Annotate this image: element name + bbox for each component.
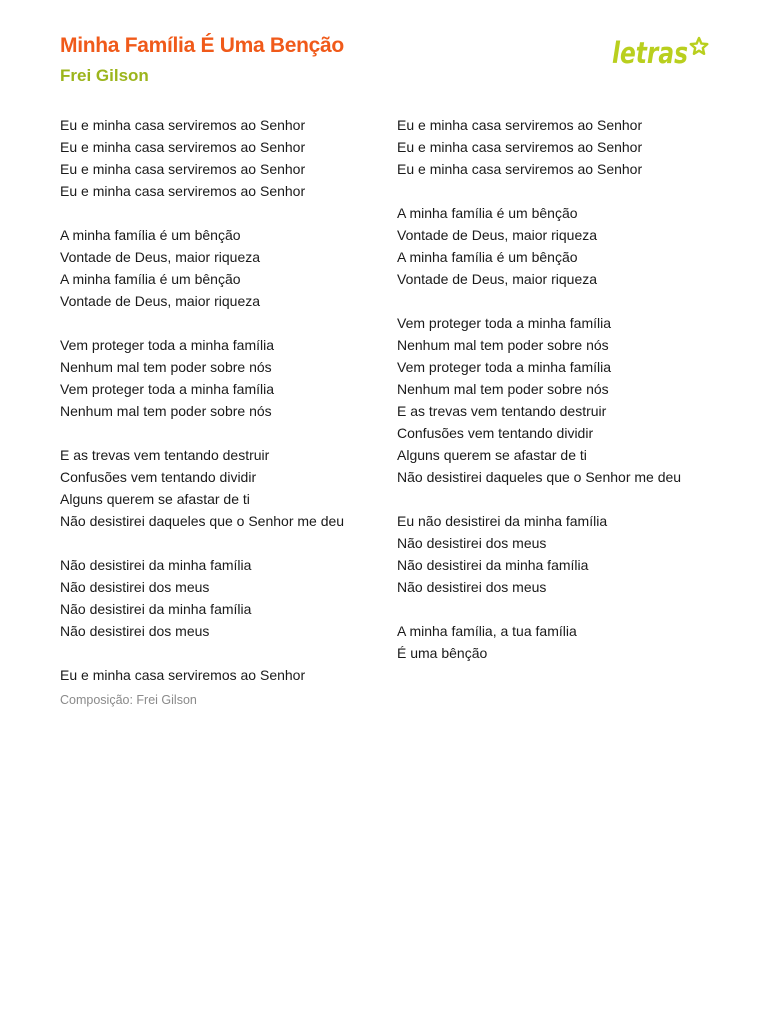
lyrics-column-left <box>60 114 380 708</box>
lyric-line: Eu e minha casa serviremos ao Senhor <box>397 117 643 133</box>
lyric-line: Confusões vem tentando dividir <box>397 425 594 441</box>
lyrics-stanza <box>60 554 380 642</box>
lyric-line: Eu não desistirei da minha família <box>397 513 608 529</box>
lyric-line: Não desistirei da minha família <box>397 557 589 573</box>
letras-logo[interactable] <box>610 28 710 72</box>
song-title: Minha Família É Uma Benção <box>60 34 344 57</box>
lyric-line: Alguns querem se afastar de ti <box>60 491 250 507</box>
lyric-line: E as trevas vem tentando destruir <box>397 403 607 419</box>
lyric-line: A minha família é um bênção <box>60 271 241 287</box>
lyric-line: Vontade de Deus, maior riqueza <box>60 249 261 265</box>
lyric-line: Não desistirei dos meus <box>60 623 210 639</box>
lyrics-stanza <box>60 444 380 532</box>
lyrics-stanza <box>397 510 737 598</box>
lyric-line: Eu e minha casa serviremos ao Senhor <box>397 139 643 155</box>
lyric-line: Nenhum mal tem poder sobre nós <box>397 381 609 397</box>
lyric-line: Nenhum mal tem poder sobre nós <box>60 403 272 419</box>
lyric-line: Alguns querem se afastar de ti <box>397 447 587 463</box>
lyric-line: Eu e minha casa serviremos ao Senhor <box>60 139 306 155</box>
lyric-line: A minha família, a tua família <box>397 623 577 639</box>
lyrics-stanza <box>60 334 380 422</box>
lyric-line: A minha família é um bênção <box>60 227 241 243</box>
lyric-line: Nenhum mal tem poder sobre nós <box>60 359 272 375</box>
lyrics-stanza <box>60 664 380 686</box>
logo-wordmark: letras <box>612 36 688 70</box>
lyric-line: Não desistirei da minha família <box>60 557 252 573</box>
lyric-line: Eu e minha casa serviremos ao Senhor <box>397 161 643 177</box>
lyric-line: Eu e minha casa serviremos ao Senhor <box>60 667 306 683</box>
lyric-line: Não desistirei dos meus <box>397 579 547 595</box>
lyric-line: A minha família é um bênção <box>397 249 578 265</box>
lyric-line: É uma bênção <box>397 645 488 661</box>
lyrics-stanza <box>397 114 737 180</box>
lyric-line: Não desistirei daqueles que o Senhor me deu <box>397 469 682 485</box>
lyrics-stanza <box>397 620 737 664</box>
lyric-line: A minha família é um bênção <box>397 205 578 221</box>
lyric-line: Eu e minha casa serviremos ao Senhor <box>60 183 306 199</box>
composer-credit: Composição: Frei Gilson <box>60 693 197 707</box>
lyric-line: Não desistirei daqueles que o Senhor me deu <box>60 513 345 529</box>
lyric-line: E as trevas vem tentando destruir <box>60 447 270 463</box>
lyric-line: Vem proteger toda a minha família <box>397 315 612 331</box>
lyrics-stanza <box>397 202 737 290</box>
lyric-line: Nenhum mal tem poder sobre nós <box>397 337 609 353</box>
artist-name[interactable]: Frei Gilson <box>60 66 149 85</box>
lyric-line: Vontade de Deus, maior riqueza <box>60 293 261 309</box>
lyric-line: Não desistirei dos meus <box>60 579 210 595</box>
lyrics-stanza <box>60 224 380 312</box>
lyric-line: Não desistirei dos meus <box>397 535 547 551</box>
lyric-line: Não desistirei da minha família <box>60 601 252 617</box>
star-icon <box>691 38 708 54</box>
lyrics-stanza <box>60 114 380 202</box>
lyric-line: Vontade de Deus, maior riqueza <box>397 227 598 243</box>
lyric-line: Confusões vem tentando dividir <box>60 469 257 485</box>
lyrics-column-right <box>397 114 737 686</box>
lyrics-stanza <box>397 312 737 488</box>
lyric-line: Eu e minha casa serviremos ao Senhor <box>60 117 306 133</box>
lyric-line: Eu e minha casa serviremos ao Senhor <box>60 161 306 177</box>
lyric-line: Vem proteger toda a minha família <box>60 381 275 397</box>
lyric-line: Vem proteger toda a minha família <box>397 359 612 375</box>
lyric-line: Vem proteger toda a minha família <box>60 337 275 353</box>
lyric-line: Vontade de Deus, maior riqueza <box>397 271 598 287</box>
